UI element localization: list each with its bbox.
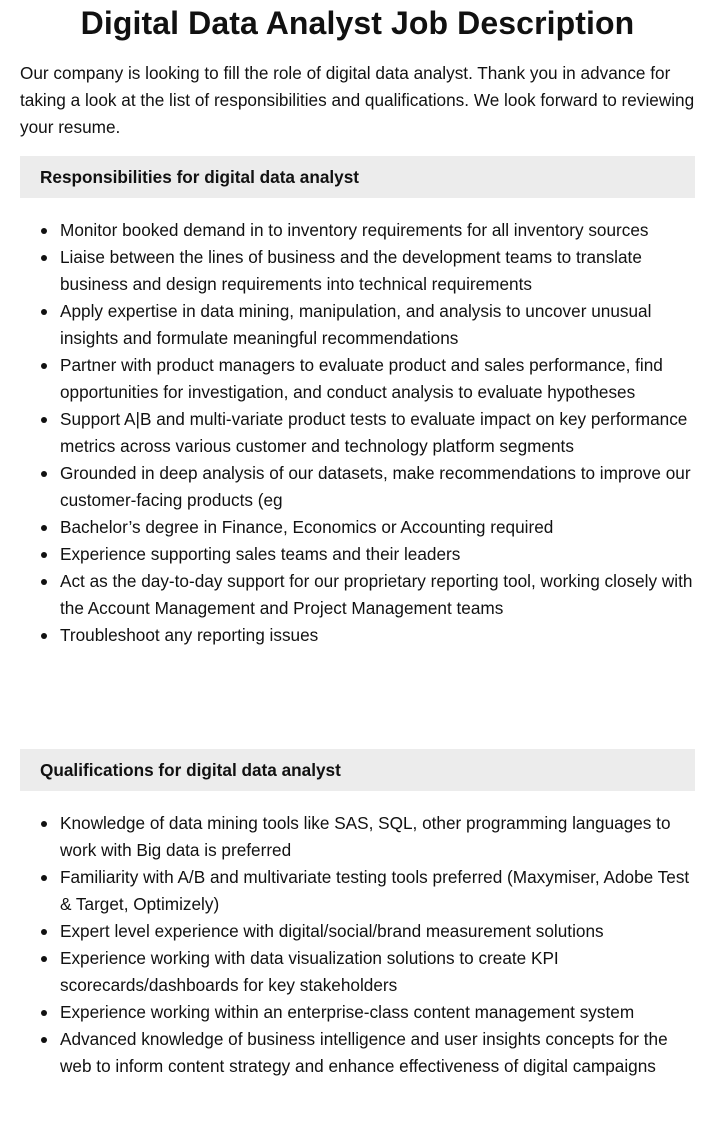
bullet-icon (41, 1037, 47, 1043)
bullet-icon (41, 821, 47, 827)
bullet-icon (41, 1010, 47, 1016)
list-item (60, 810, 700, 864)
list-item (60, 352, 700, 406)
page-title: Digital Data Analyst Job Description (80, 5, 635, 41)
list-item (60, 217, 700, 244)
bullet-icon (41, 956, 47, 962)
bullet-icon (41, 363, 47, 369)
bullet-icon (41, 525, 47, 531)
list-item-text: Experience supporting sales teams and their leaders (60, 544, 461, 564)
list-item (60, 945, 700, 999)
list-item-text: Monitor booked demand in to inventory requirements for all inventory sources (60, 220, 649, 240)
list-item (60, 244, 700, 298)
list-item-text: Advanced knowledge of business intelligence and user insights concepts for the web to inform content strategy and enhance effectiveness of digital campaigns (60, 1029, 668, 1076)
list-item-text: Knowledge of data mining tools like SAS, SQL, other programming languages to work with Big data is preferred (60, 813, 671, 860)
list-item-text: Act as the day-to-day support for our proprietary reporting tool, working closely with the Account Management and Project Management teams (60, 571, 693, 618)
list-item (60, 541, 700, 568)
bullet-icon (41, 552, 47, 558)
list-item (60, 568, 700, 622)
bullet-icon (41, 309, 47, 315)
list-item-text: Familiarity with A/B and multivariate testing tools preferred (Maxymiser, Adobe Test & Target, Optimizely) (60, 867, 690, 914)
list-item-text: Liaise between the lines of business and the development teams to translate business and design requirements into technical requirements (60, 247, 642, 294)
bullet-icon (41, 471, 47, 477)
list-item-text: Experience working with data visualization solutions to create KPI scorecards/dashboards for key stakeholders (60, 948, 559, 995)
bullet-icon (41, 579, 47, 585)
intro-paragraph: Our company is looking to fill the role of digital data analyst. Thank you in advance for taking a look at the list of responsibilities and qualifications. We look forward to reviewing your resume. (20, 63, 695, 137)
list-item (60, 298, 700, 352)
list-item-text: Troubleshoot any reporting issues (60, 625, 319, 645)
list-item (60, 864, 700, 918)
bullet-icon (41, 228, 47, 234)
list-item-text: Support A|B and multi-variate product tests to evaluate impact on key performance metrics across various customer and technology platform segments (60, 409, 688, 456)
list-item (60, 406, 700, 460)
list-item (60, 622, 700, 649)
qualifications-heading: Qualifications for digital data analyst (20, 749, 695, 791)
bullet-icon (41, 255, 47, 261)
list-item (60, 514, 700, 541)
responsibilities-list (20, 217, 700, 649)
list-item (60, 1026, 700, 1080)
list-item-text: Experience working within an enterprise-class content management system (60, 1002, 635, 1022)
list-item-text: Partner with product managers to evaluate product and sales performance, find opportunities for investigation, and conduct analysis to evaluate hypotheses (60, 355, 663, 402)
list-item-text: Grounded in deep analysis of our datasets, make recommendations to improve our customer-facing products (eg (60, 463, 691, 510)
list-item-text: Bachelor’s degree in Finance, Economics or Accounting required (60, 517, 554, 537)
list-item-text: Apply expertise in data mining, manipulation, and analysis to uncover unusual insights and formulate meaningful recommendations (60, 301, 652, 348)
bullet-icon (41, 633, 47, 639)
list-item-text: Expert level experience with digital/social/brand measurement solutions (60, 921, 604, 941)
list-item (60, 460, 700, 514)
list-item (60, 918, 700, 945)
bullet-icon (41, 417, 47, 423)
bullet-icon (41, 929, 47, 935)
qualifications-list (20, 810, 700, 1080)
list-item (60, 999, 700, 1026)
bullet-icon (41, 875, 47, 881)
responsibilities-heading: Responsibilities for digital data analyst (20, 156, 695, 198)
